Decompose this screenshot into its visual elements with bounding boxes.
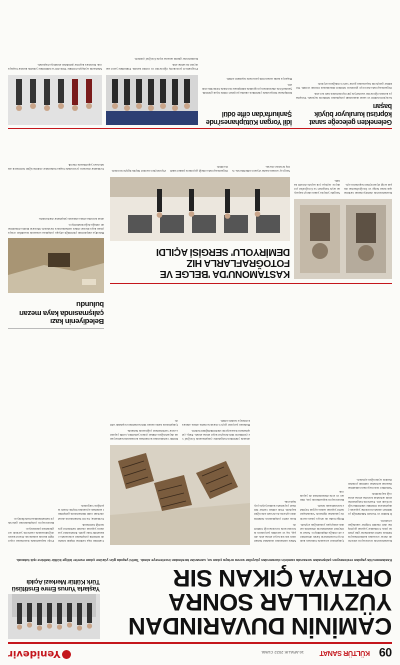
brand-icon <box>62 650 71 659</box>
belediye-body: Belediye ekiplerinin yürüttüğü altyapı çalışması sırasında tesadüfen ortaya çıkan kaya mezarı müze uzmanlarınca incelendi. Mezarın Roma dönemine ait olduğu değerlendiriliyor. Alan koruma altına alınarak çalışmalar durduruldu. <box>8 216 104 235</box>
lead-body-col-5: Proje kapsamında hazırlanan rapor ilgili kurula sunulacak. Kurul kararı doğrultusunda eserlerin yerinde sergilenmesi planlanıyor. Restorasyon çalışmalarının gelecek yıl tamamlanması hedefleniyor. <box>8 516 54 543</box>
rail-photo <box>294 199 392 279</box>
group-photo-right <box>8 75 102 125</box>
foto-body-col-1: Kastamonu'da demiryolunun tarihine ışık tutan belge ve fotoğraflardan oluşan sergi ziyaretçilere kapılarını açtı. <box>344 182 392 195</box>
emre-story-headline: Yaşlarla Yunus Emre Enstitüsü Türk Kültür Merkezi Açıldı <box>12 577 100 592</box>
lead-headline-line-3: ORTAYA ÇIKAN SIR <box>173 564 392 591</box>
tile-icon <box>110 445 250 545</box>
people-photo-icon <box>8 75 102 125</box>
foto-body-col-5: Ziyaretçiler eserleri büyük ilgiyle inceledi. <box>111 169 166 173</box>
belediye-headline: Belediyenin kazı çalışmasında kaya mezarı bulundu <box>19 300 104 326</box>
belediye-divider <box>8 328 104 329</box>
tomb-photo-icon <box>8 238 104 293</box>
section-title: KÜLTÜR SANAT <box>319 649 370 656</box>
foto-headline <box>110 246 290 279</box>
header-rule <box>8 643 392 645</box>
lead-headline-line-2: YÜZYILLAR SONRA <box>168 588 392 615</box>
foto-rule <box>110 283 392 284</box>
lead-headline <box>128 564 392 639</box>
lead-body-col-7: Kültür varlıklarının korunması konusunda kamuoyunun duyarlılığına dikkat çeken yetkililer, tarihi yapılara zarar verilmemesi çağrısında bulundu. Çalışmalara katkı sunan tüm kurumlara teşekkür edildi. <box>110 418 178 441</box>
bottom-body-col-1: Programa il protokolü, öğrenciler ve veliler katıldı. Etkinlikte yerel sanatçılar da sahne aldı. Katılımcılar günün anısına toplu fotoğraf çektirdi. <box>106 56 198 71</box>
lead-body-col-2: Çalışmalar sırasında bulunan kalem işi bezemelerin farklı dönemlere ait olduğu düşünülüyor. Sanat tarihçileri süslemelerin dönemin ustalık anlayışını yansıttığını söyledi. Bölge halkı da ortaya çıkan eserlerle yakından ilgilendi. Vatandaşlar tarihi yapının aslına uygun biçimde korunmasını istedi. Restorasyon kapsamında çatı, minare ve avlu düzenlemesi de yapılacak. <box>300 489 344 543</box>
foto-headline-line-1: KASTAMONU'DA 'BELGE VE <box>160 268 290 279</box>
foto-headline-line-3: DEMİRYOLU' SERGİSİ AÇILDI <box>156 246 290 257</box>
lead-photo <box>110 445 250 545</box>
brand-name: Yenidevir <box>8 648 61 659</box>
page-number: 09 <box>379 645 392 659</box>
gallery-photo-icon <box>110 177 290 241</box>
date-line: 16 ARALIK 2022 CUMA <box>261 650 304 655</box>
genclik-body: Gençlerin kültür ve sanat alanındaki çalışmaları ödüllerle taçlandı. Yarışmaya katılan öğrenciler eserleriyle jüri üyelerinden tam not aldı. Organizasyonda dereceye girenlere ödülleri düzenlenen törenle verildi. Yetkililer gençlerin başarısının gurur verici olduğunu söyledi. <box>296 81 392 100</box>
people-photo-icon <box>106 75 198 125</box>
brand-logo <box>8 648 71 659</box>
exhibit-photo <box>110 177 290 241</box>
tomb-photo <box>8 238 104 293</box>
lead-standfirst: Kastamonu'da yapılan restorasyon çalışmaları sırasında caminin duvarından yüzyıllar sonra ortaya çıkan sır, uzmanlar tarafından incelemeye alındı. Tarihi yapıda gün yüzüne çıkan eserler bölge kültür tarihine ışık tutacak. <box>15 558 392 562</box>
people-photo-icon <box>8 594 100 639</box>
lead-headline-line-1: CAMİNİN DUVARINDAN <box>128 612 392 639</box>
portrait-photo-icon <box>294 199 392 279</box>
bottom-body-col-2: Merkezin açılışıyla birlikte Türk dili ve kültürüne yönelik kurslar başlayacak. Kurslara kayıtlar şimdiden alınmaya başlandı. <box>8 62 102 71</box>
idil-headline: İdil Yorgan Kütüphanesi'nde Şanlıurfa'dan cifte ödül <box>206 110 292 125</box>
lead-body-col-1: Kastamonu'da restorasyon sürecinde duvar sıvasının kaldırılmasıyla birlikte tarihi süslemeler gün yüzüne çıktı. Uzmanlar yapının geçmişine dair önemli bilgiler sunduğunu belirtti. İl Kültür ve Turizm Müdürlüğü yetkilileri alanda inceleme yaparak çalışmaların titizlikle sürdürüleceğini ifade etti. Eserlerin belgelenmesinin ardından koruma altına alınacağı kaydedildi. Yetkililer restorasyonun tamamlanmasının ardından caminin yeniden ibadete açılacağını açıkladı. <box>348 477 392 543</box>
bottom-rule <box>8 128 392 129</box>
lead-body-col-6: Alanda yürütülen belgeleme çalışmasında fotoğraf ve çizimlerle tüm detaylar kayıt altına alındı. Ekip, çalışmaların hassasiyetle sürdürüldüğünü belirtti. Bulunan parçalar geçici olarak koruma altına alınarak müzeye teslim edildi. <box>182 418 250 441</box>
belediye-body-2: Uzmanlar mezarın çevresinde başka buluntular olabileceğini belirterek alanda kazı yapılmasını önerdi. <box>8 162 104 171</box>
foto-body-col-2: Sergide yüzyıla yakın süreyi kapsayan arşiv belgeleri ve fotoğraflar yer alıyor. Açılışa çok sayıda davetli katıldı. <box>294 178 340 195</box>
idil-body: Kütüphane bünyesinde yürütülen okuma projeleri ödüle layık görüldü. Şanlıurfa'da düzenlenen programda kütüphane iki dalda birincilik elde etti. Başarıya katkı sunan tüm personele teşekkür edildi. <box>202 76 292 95</box>
foto-body-col-4: Organizasyonda emeği geçenlere plaket takdim edildi. <box>170 164 228 173</box>
lead-body-col-3: Müze uzmanları alandaki buluntuları tek tek kayıt altına aldı. Ahşap, taş ve seramik parçaların laboratuvarda inceleneceği bildirildi. Kazı ekibi çalışmaların önümüzdeki aylarda da devam edeceğini kaydetti. Elde edilen veriler bilimsel yayınlarla kamuoyuyla paylaşılacak. <box>254 500 296 543</box>
lead-body-col-4: Caminin inşa tarihine ilişkin kitabe de temizlik çalışmaları sonrasında okunabilir hale geldi. Kitabedeki yazıların yapının onarım tarihlerini gösterdiği belirlendi. Uzmanlar, bu tür buluntuların Anadolu'daki cami mimarisinin gelişimini anlamak açısından büyük önem taşıdığını vurguladı. <box>58 504 104 543</box>
foto-body-col-3: Sergi ay sonuna kadar ziyaret edilebilecek. Giriş ücretsiz olacak. <box>232 164 290 173</box>
group-photo-left <box>106 75 198 125</box>
emre-story-photo <box>8 594 100 639</box>
genclik-headline: Gelenekten geleceğe sanat köprüsü kuruluyor büyük başarı <box>309 102 392 125</box>
page-header <box>8 645 392 659</box>
foto-headline-line-2: FOTOĞRAFLARLA HIZ <box>186 257 290 268</box>
